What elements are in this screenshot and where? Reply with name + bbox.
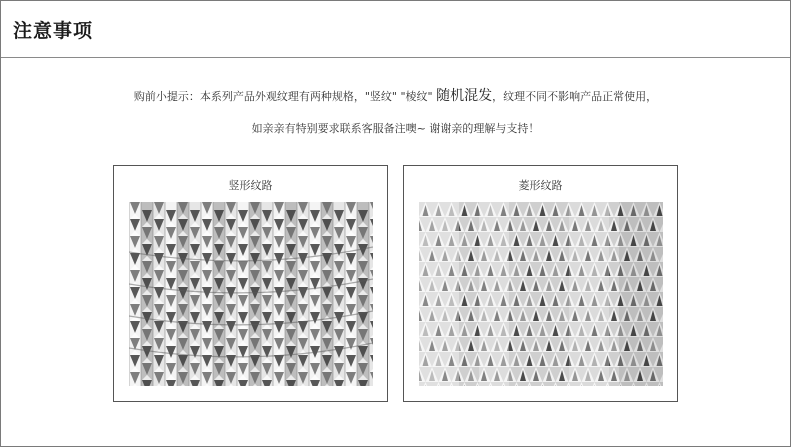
vertical-texture-panel: [113, 165, 388, 402]
diamond-texture-label: 菱形纹路: [518, 179, 563, 192]
tip-text-before: 购前小提示：本系列产品外观纹理有两种规格，"竖纹" "棱纹": [133, 90, 437, 103]
tip-emphasis: 随机混发: [436, 88, 493, 104]
tip-text-after: ，纹理不同不影响产品正常使用，: [492, 90, 658, 103]
diamond-texture-panel: [403, 165, 678, 402]
vertical-texture-image: [129, 202, 373, 386]
section-title: 注意事项: [13, 20, 94, 42]
diamond-texture-image: [419, 202, 663, 386]
section-header: [1, 1, 790, 58]
vertical-texture-label: 竖形纹路: [228, 179, 273, 192]
contact-service-line: 如亲亲有特别要求联系客服备注噢~ 谢谢亲的理解与支持！: [251, 122, 540, 135]
purchase-tip-line: [1, 85, 790, 108]
